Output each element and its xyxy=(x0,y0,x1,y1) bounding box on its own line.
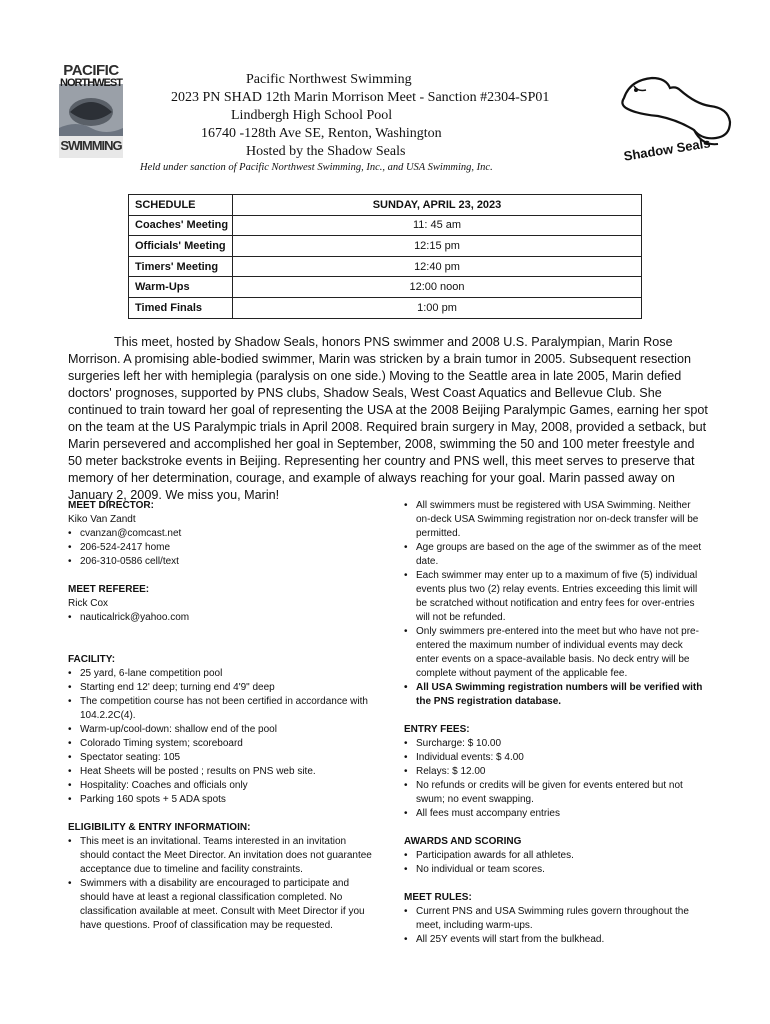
schedule-row-label: Timers' Meeting xyxy=(129,256,233,277)
shadow-seals-logo xyxy=(606,64,734,174)
director-home-phone: • 206-524-2417 home xyxy=(68,541,373,555)
right-column xyxy=(404,499,704,947)
list-item: • Relays: $ 12.00 xyxy=(404,765,704,779)
schedule-row xyxy=(129,215,642,236)
schedule-row-label: Timed Finals xyxy=(129,297,233,318)
list-item: • Participation awards for all athletes. xyxy=(404,849,704,863)
list-item-registration-verification: • All USA Swimming registration numbers will be verified with the PNS registration database. xyxy=(404,681,704,709)
meet-director-heading: MEET DIRECTOR: xyxy=(68,500,154,511)
list-item: • Warm-up/cool-down: shallow end of the pool xyxy=(68,723,373,737)
meet-rules-list xyxy=(404,905,704,947)
schedule-row xyxy=(129,277,642,298)
entry-fees-heading: ENTRY FEES: xyxy=(404,724,470,735)
list-item: • Age groups are based on the age of the swimmer as of the meet date. xyxy=(404,541,704,569)
meet-referee-name: Rick Cox xyxy=(68,598,109,609)
schedule-header-date: SUNDAY, APRIL 23, 2023 xyxy=(233,195,642,216)
schedule-row-time: 11: 45 am xyxy=(233,215,642,236)
director-email[interactable]: • cvanzan@comcast.net xyxy=(68,527,373,541)
schedule-row-time: 12:00 noon xyxy=(233,277,642,298)
schedule-row xyxy=(129,256,642,277)
pns-logo xyxy=(56,62,126,160)
list-item: • Each swimmer may enter up to a maximum of five (5) individual events plus two (2) relay events. Entries exceeding this limit will be scratched without notification and entry fees for over-entries will not be refunded. xyxy=(404,569,704,625)
meet-director-name: Kiko Van Zandt xyxy=(68,514,136,525)
schedule-header-row xyxy=(129,195,642,216)
facility-list xyxy=(68,667,373,807)
list-item: • No refunds or credits will be given for events entered but not swum; no event swapping. xyxy=(404,779,704,807)
list-item: • Hospitality: Coaches and officials only xyxy=(68,779,373,793)
entry-fees-list xyxy=(404,737,704,821)
list-item: • All swimmers must be registered with USA Swimming. Neither on-deck USA Swimming registration nor on-deck transfer will be permitted. xyxy=(404,499,704,541)
list-item: • This meet is an invitational. Teams interested in an invitation should contact the Meet Director. An invitation does not guarantee acceptance due to timeline and facility constraints. xyxy=(68,835,373,877)
director-cell-phone: • 206-310-0586 cell/text xyxy=(68,555,373,569)
header-line-2: 2023 PN SHAD 12th Marin Morrison Meet - Sanction #2304-SP01 xyxy=(171,90,550,105)
meet-rules-heading: MEET RULES: xyxy=(404,892,472,903)
list-item: • Colorado Timing system; scoreboard xyxy=(68,737,373,751)
header-line-5: Hosted by the Shadow Seals xyxy=(246,144,406,159)
meet-referee-list xyxy=(68,611,373,625)
left-column xyxy=(68,499,373,933)
list-item: • Starting end 12' deep; turning end 4'9" deep xyxy=(68,681,373,695)
eligibility-continued-list xyxy=(404,499,704,709)
schedule-row xyxy=(129,236,642,257)
schedule-row-label: Warm-Ups xyxy=(129,277,233,298)
header-line-4: 16740 -128th Ave SE, Renton, Washington xyxy=(201,126,442,141)
list-item: • Swimmers with a disability are encouraged to participate and should have at least a regional classification completed. No classification available at meet. Consult with Meet Director if you have questions. Proof of classification may be requested. xyxy=(68,877,373,933)
schedule-row xyxy=(129,297,642,318)
pns-logo-line-1: PACIFIC xyxy=(63,62,119,79)
pns-logo-line-2: NORTHWEST xyxy=(60,77,122,89)
meet-director-list xyxy=(68,527,373,569)
schedule-header-label: SCHEDULE xyxy=(129,195,233,216)
list-item: • Current PNS and USA Swimming rules govern throughout the meet, including warm-ups. xyxy=(404,905,704,933)
referee-email[interactable]: • nauticalrick@yahoo.com xyxy=(68,611,373,625)
list-item: • Spectator seating: 105 xyxy=(68,751,373,765)
list-item: • The competition course has not been certified in accordance with 104.2.2C(4). xyxy=(68,695,373,723)
eligibility-list xyxy=(68,835,373,933)
meet-referee-heading: MEET REFEREE: xyxy=(68,584,150,595)
list-item: • All 25Y events will start from the bulkhead. xyxy=(404,933,704,947)
list-item: • Individual events: $ 4.00 xyxy=(404,751,704,765)
schedule-table xyxy=(128,194,642,319)
schedule-row-label: Coaches' Meeting xyxy=(129,215,233,236)
header-line-3: Lindbergh High School Pool xyxy=(231,108,393,123)
facility-heading: FACILITY: xyxy=(68,654,116,665)
sanction-note: Held under sanction of Pacific Northwest Swimming, Inc., and USA Swimming, Inc. xyxy=(140,162,493,173)
header-line-1: Pacific Northwest Swimming xyxy=(246,72,412,87)
shadow-seals-logo-text: Shadow Seals xyxy=(622,135,712,164)
schedule-row-time: 12:40 pm xyxy=(233,256,642,277)
schedule-row-time: 1:00 pm xyxy=(233,297,642,318)
list-item: • All fees must accompany entries xyxy=(404,807,704,821)
schedule-row-label: Officials' Meeting xyxy=(129,236,233,257)
intro-paragraph: This meet, hosted by Shadow Seals, honors PNS swimmer and 2008 U.S. Paralympian, Marin Rose Morrison. A promising able-bodied swimmer, Marin was stricken by a brain tumor in 2005. Subsequent resection surgeries left her with hemiplegia (paralysis on one side.) Moving to the Seattle area in late 2005, Marin defied doctors' prognoses, supported by PNS clubs, Shadow Seals, West Coast Aquatics and Bellevue Club. She continued to train toward her goal of representing the USA at the 2008 Beijing Paralympic Games, earning her spot on the team at the US Paralympic trials in April 2008. Required brain surgery in May, 2008, provided a setback, but Marin persevered and accomplished her goal in September, 2008, swimming the 50 and 100 meter freestyle and 50 meter backstroke events in Beijing. Representing her country and PNS well, this meet serves to preserve that memory of her determination, courage, and example of always reaching for your goal. Marin passed away on January 2, 2009. We miss you, Marin! xyxy=(68,335,708,502)
list-item: • Heat Sheets will be posted ; results on PNS web site. xyxy=(68,765,373,779)
awards-list xyxy=(404,849,704,877)
list-item: • Parking 160 spots + 5 ADA spots xyxy=(68,793,373,807)
awards-heading: AWARDS AND SCORING xyxy=(404,836,522,847)
eligibility-heading: ELIGIBILITY & ENTRY INFORMATIOIN: xyxy=(68,822,251,833)
pns-logo-line-3: SWIMMING xyxy=(60,138,122,153)
list-item: • Surcharge: $ 10.00 xyxy=(404,737,704,751)
list-item: • No individual or team scores. xyxy=(404,863,704,877)
schedule-row-time: 12:15 pm xyxy=(233,236,642,257)
list-item: • Only swimmers pre-entered into the meet but who have not pre-entered the maximum number of individual events may deck enter events on a space-available basis. No deck entry will be complete without payment of the applicable fee. xyxy=(404,625,704,681)
list-item: • 25 yard, 6-lane competition pool xyxy=(68,667,373,681)
